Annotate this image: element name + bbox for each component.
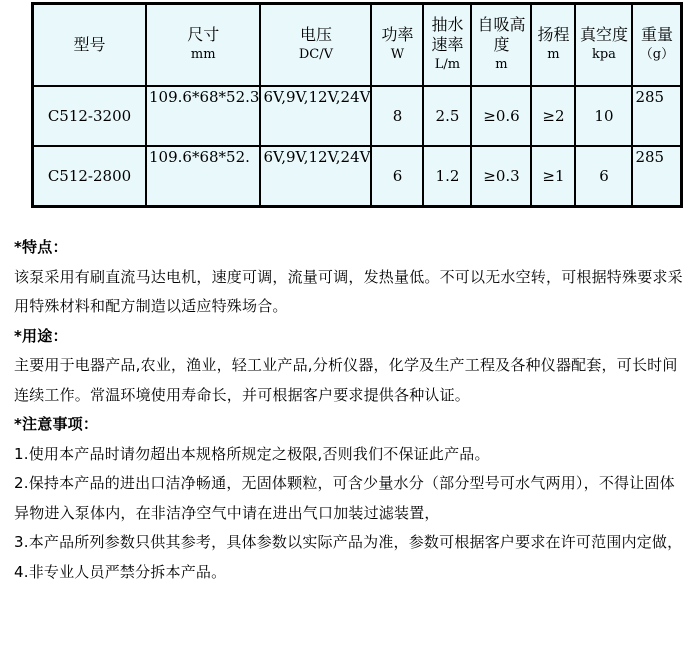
header-label: 尺寸 — [187, 25, 220, 44]
header-unit: m — [495, 57, 508, 72]
cell-flow-rate: 1.2 — [423, 146, 471, 206]
header-unit: L/m — [434, 57, 461, 72]
features-text: 该泵采用有刷直流马达电机，速度可调，流量可调，发热量低。不可以无水空转，可根据特殊要求采用特殊材料和配方制造以适应特殊场合。 — [14, 267, 683, 315]
cell-weight: 285 — [632, 146, 681, 206]
cell-voltage: 6V,9V,12V,24V — [260, 146, 371, 206]
header-unit: W — [390, 47, 405, 62]
header-suction-height — [471, 4, 531, 86]
usage-text: 主要用于电器产品,农业，渔业，轻工业产品,分析仪器，化学及生产工程及各种仪器配套，可长时间连续工作。常温环境使用寿命长，并可根据客户要求提供各种认证。 — [14, 356, 678, 404]
caution-item: 2.保持本产品的进出口洁净畅通，无固体颗粒，可含少量水分（部分型号可水气两用），不得让固体异物进入泵体内，在非洁净空气中请在进出气口加装过滤装置， — [14, 474, 675, 522]
spec-table — [31, 2, 683, 208]
caution-item: 4.非专业人员严禁分拆本产品。 — [14, 562, 227, 581]
table-row — [33, 146, 681, 206]
header-weight — [632, 4, 681, 86]
header-label: 抽水速率 — [431, 15, 464, 54]
cell-model: C512-2800 — [33, 146, 146, 206]
cell-flow-rate: 2.5 — [423, 86, 471, 146]
cell-power: 8 — [371, 86, 423, 146]
header-head — [531, 4, 575, 86]
cell-vacuum: 6 — [575, 146, 632, 206]
caution-item: 3.本产品所列参数只供其参考，具体参数以实际产品为准，参数可根据客户要求在许可范围内定做， — [14, 533, 683, 551]
cell-size: 109.6*68*52. — [146, 146, 260, 206]
header-power — [371, 4, 423, 86]
usage-heading: *用途： — [14, 326, 68, 345]
header-unit: DC/V — [298, 47, 334, 62]
cell-head: ≥1 — [531, 146, 575, 206]
header-voltage — [260, 4, 371, 86]
header-label: 功率 — [381, 25, 414, 44]
notes-section — [14, 233, 684, 587]
header-label: 自吸高度 — [477, 15, 526, 54]
cell-size: 109.6*68*52.3 — [146, 86, 260, 146]
cell-power: 6 — [371, 146, 423, 206]
header-label: 重量 — [640, 25, 673, 44]
features-heading: *特点： — [14, 238, 68, 256]
caution-item: 1.使用本产品时请勿超出本规格所规定之极限,否则我们不保证此产品。 — [14, 444, 490, 463]
caution-heading: *注意事项： — [14, 415, 99, 433]
header-unit: m — [547, 47, 560, 62]
cell-suction-height: ≥0.6 — [471, 86, 531, 146]
header-size — [146, 4, 260, 86]
header-label: 型号 — [73, 35, 106, 54]
cell-model: C512-3200 — [33, 86, 146, 146]
header-label: 电压 — [299, 25, 332, 44]
cell-suction-height: ≥0.3 — [471, 146, 531, 206]
cell-voltage: 6V,9V,12V,24V — [260, 86, 371, 146]
header-vacuum — [575, 4, 632, 86]
cell-vacuum: 10 — [575, 86, 632, 146]
header-label: 扬程 — [537, 25, 570, 44]
header-unit: kpa — [591, 47, 616, 62]
header-flow-rate — [423, 4, 471, 86]
table-header-row — [33, 4, 681, 86]
cell-head: ≥2 — [531, 86, 575, 146]
header-unit: mm — [190, 47, 216, 62]
cell-weight: 285 — [632, 86, 681, 146]
header-unit: （g） — [639, 47, 675, 62]
header-label: 真空度 — [579, 25, 628, 44]
table-row — [33, 86, 681, 146]
header-model — [33, 4, 146, 86]
